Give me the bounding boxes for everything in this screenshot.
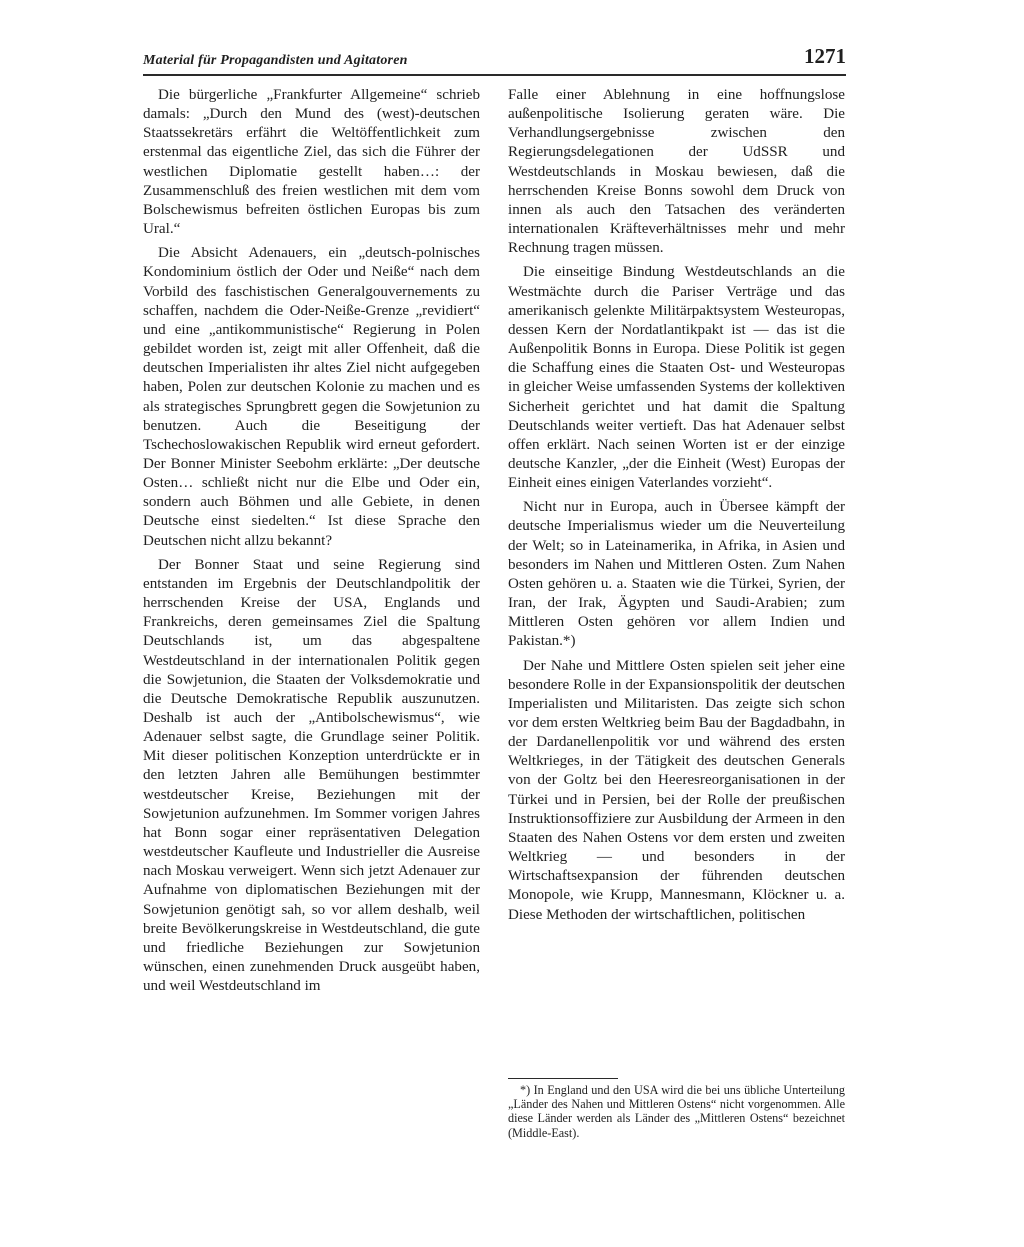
paragraph: Nicht nur in Europa, auch in Übersee kämpft der deutsche Imperialismus wieder um die Neuverteilung der Welt; so in Lateinamerika, in Afrika, in Asien und besonders im Nahen und Mittleren Osten. Zum Nahen Osten gehören u. a. Staaten wie die Türkei, Syrien, der Iran, der Irak, Ägypten und Saudi-Arabien; zum Mittleren Osten gehören vor allem Indien und Pakistan.*) [508,499,845,650]
left-column [143,86,480,1001]
page-header [143,44,846,74]
paragraph: Der Bonner Staat und seine Regierung sind entstanden im Ergebnis der Deutschlandpolitik der herrschenden Kreise der USA, Englands und Frankreichs, deren gemeinsames Ziel die Spaltung Deutschlands ist, um das abgespaltene Westdeutschland in der internationalen Politik gegen die Sowjetunion, die Staaten der Volksdemokratie und die Deutsche Demokratische Republik auszunutzen. Deshalb ist auch der „Antibolschewismus“, wie Adenauer selbst sagte, die Grundlage seiner Politik. Mit dieser politischen Konzeption unterdrückte er in den letzten Jahren alle Bemühungen bestimmter westdeutscher Kreise, Beziehungen mit der Sowjetunion aufzunehmen. Im Sommer vorigen Jahres hat Bonn sogar einer repräsentativen Delegation westdeutscher Kaufleute und Industrieller die Ausreise nach Moskau verweigert. Wenn sich jetzt Adenauer zur Aufnahme von diplomatischen Beziehungen mit der Sowjetunion genötigt sah, so vor allem deshalb, weil breite Bevölkerungskreise in Westdeutschland, die gute und friedliche Beziehungen zur Sowjetunion wünschen, einen zunehmenden Druck ausgeübt haben, und weil Westdeutschland im [143,556,480,995]
running-title: Material für Propagandisten und Agitatoren [143,53,408,68]
right-column [508,86,845,930]
header-rule [143,74,846,76]
paragraph: Die einseitige Bindung Westdeutschlands an die Westmächte durch die Pariser Verträge und das amerikanisch gelenkte Militärpaktsystem Westeuropas, dessen Kern der Nordatlantikpakt ist — das ist die Außenpolitik Bonns in Europa. Diese Politik ist gegen die Schaffung eines die Staaten Ost- und Westeuropas in gleicher Weise umfassenden Systems der kollektiven Sicherheit gerichtet und hat damit die Spaltung Deutschlands weiter vertieft. Das hat Adenauer selbst offen erklärt. Nach seinen Worten ist er der einzige deutsche Kanzler, „der die Einheit (West) Europas der Einheit eines einigen Vaterlandes vorzieht“. [508,264,845,492]
paragraph: Die Absicht Adenauers, ein „deutsch-polnisches Kondominium östlich der Oder und Neiße“ nach dem Vorbild des faschistischen Generalgouvernements zu schaffen, nachdem die Oder-Neiße-Grenze „revidiert“ und eine „antikommunistische“ Regierung in Polen gebildet worden ist, zeigt mit aller Offenheit, daß die deutschen Imperialisten ihr altes Ziel nicht aufgegeben haben, Polen zur deutschen Kolonie zu machen und es als strategisches Sprungbrett gegen die Sowjetunion zu benutzen. Auch die Beseitigung der Tschechoslowakischen Republik wird erneut gefordert. Der Bonner Minister Seebohm erklärte: „Der deutsche Osten… schließt nicht nur die Elbe und Oder ein, sondern auch Böhmen und alle Gebiete, in denen Deutsche einst siedelten.“ Ist diese Sprache den Deutschen nicht allzu bekannt? [143,245,480,549]
paragraph: Die bürgerliche „Frankfurter Allgemeine“ schrieb damals: „Durch den Mund des (west)-deutschen Staatssekretärs erfährt die Weltöffentlichkeit zum erstenmal das eigentliche Ziel, das sich die Führer der westlichen Diplomatie gestellt haben…: der Zusammenschluß des freien westlichen mit dem vom Bolschewismus befreiten östlichen Europas bis zum Ural.“ [143,87,480,238]
paragraph: Falle einer Ablehnung in eine hoffnungslose außenpolitische Isolierung geraten wäre. Die Verhandlungsergebnisse zwischen den Regierungsdelegationen der UdSSR und Westdeutschlands in Moskau bewiesen, daß die herrschenden Kreise Bonns sowohl dem Druck von innen als auch den Tatsachen des veränderten internationalen Kräfteverhältnisses mehr und mehr Rechnung tragen müssen. [508,87,845,257]
paragraph: Der Nahe und Mittlere Osten spielen seit jeher eine besondere Rolle in der Expansionspolitik der deutschen Imperialisten und Militaristen. Das zeigte sich schon vor dem ersten Weltkrieg beim Bau der Bagdadbahn, in der Dardanellenpolitik vor und während des ersten Weltkrieges, in der Tätigkeit des deutschen Generals von der Goltz bei den Heeresreorganisationen in der Türkei und in Persien, bei der Rolle der preußischen Instruktionsoffiziere zur Ausbildung der Armeen in den Staaten des Nahen Ostens vor dem ersten und zweiten Weltkrieg — und besonders in der Wirtschaftsexpansion der führenden deutschen Monopole, wie Krupp, Mannesmann, Klöckner u. a. Diese Methoden der wirtschaftlichen, politischen [508,657,845,923]
page-number: 1271 [804,44,846,68]
footnote-rule [508,1078,618,1079]
footnote: *) In England und den USA wird die bei uns übliche Unterteilung „Länder des Nahen und Mittleren Ostens“ nicht vorgenommen. Alle diese Länder werden als Länder des „Mittleren Ostens“ bezeichnet (Middle-East). [508,1083,845,1140]
